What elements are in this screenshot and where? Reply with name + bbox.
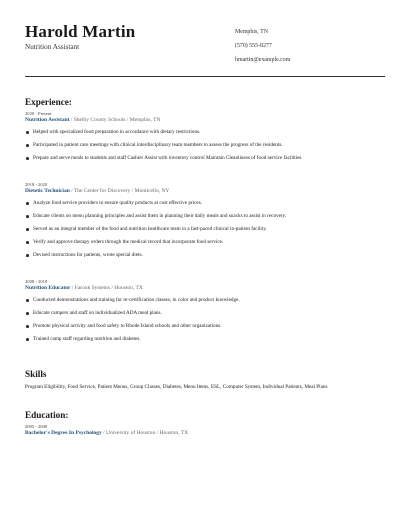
bullet-dot-icon: [26, 202, 29, 205]
skills-list: Program Eligibility, Food Service, Patient Menus, Group Classes, Diabetes, Menu Items, ESL, Computer System, Individual Patients, Meal Plans: [25, 384, 328, 390]
job-title-line: [25, 285, 385, 293]
job-role: Nutrition Assistant: [25, 117, 70, 123]
contact-email: hmartin@example.com: [235, 57, 291, 63]
bullet-dot-icon: [26, 312, 29, 315]
list-item: Prepare and serve meals to students and staff Cashier Assist with inventory control Maintain Cleanliness of food service facilities: [25, 155, 385, 168]
bullet-dot-icon: [26, 228, 29, 231]
skills-heading: Skills: [25, 369, 47, 379]
list-item: Verify and approve therapy orders through the medical record that incorporate food service.: [25, 239, 385, 252]
header-divider: [25, 76, 385, 77]
job-entry: [25, 279, 385, 349]
contact-location: Memphis, TN: [235, 29, 268, 35]
job-title-line: [25, 188, 385, 196]
list-item: Participated in patient care meetings with clinical interdisciplinary team members to assess the progress of the residents.: [25, 142, 385, 155]
job-entry: [25, 182, 385, 265]
bullet-dot-icon: [26, 157, 29, 160]
bullet-dot-icon: [26, 338, 29, 341]
job-dates: 2008 - 2018: [25, 279, 48, 284]
contact-info: [235, 28, 290, 70]
job-entry: [25, 111, 385, 168]
job-org: / Farouk Systems / Houston, TX: [70, 285, 143, 291]
job-org: / Shelby County Schools / Memphis, TN: [69, 117, 161, 123]
bullet-dot-icon: [26, 254, 29, 257]
job-title-line: [25, 117, 385, 125]
bullet-dot-icon: [26, 241, 29, 244]
list-item: Served as an integral member of the food and nutrition healthcare team in a fast-paced clinical in-patient facility.: [25, 226, 385, 239]
bullet-dot-icon: [26, 325, 29, 328]
bullet-dot-icon: [26, 299, 29, 302]
list-item: Analyze food service providers to ensure quality products at cost effective prices.: [25, 200, 385, 213]
education-dates: 2005 - 2008: [25, 424, 48, 429]
list-item: Educate campers and staff on individualized ADA meal plans.: [25, 310, 385, 323]
job-role: Dietetic Technician: [25, 188, 70, 194]
job-role: Nutrition Educator: [25, 285, 71, 291]
job-org: / The Center for Discovery / Monticello, NY: [69, 188, 170, 194]
education-title-line: [25, 430, 385, 438]
education-heading: Education:: [25, 410, 69, 420]
list-item: Educate clients on menu planning principles and assist them in planning their daily meals and snacks to assist in recovery.: [25, 213, 385, 226]
bullet-dot-icon: [26, 131, 29, 134]
candidate-title: Nutrition Assistant: [25, 43, 80, 51]
bullet-dot-icon: [26, 215, 29, 218]
contact-phone: (570) 555-8277: [235, 43, 272, 49]
experience-heading: Experience:: [25, 97, 72, 107]
list-item: Promote physical activity and food safety to Rhode Island schools and other organizations.: [25, 323, 385, 336]
job-bullets: [25, 297, 385, 349]
education-school: / University of Houston / Houston, TX: [101, 430, 189, 436]
job-dates: 2018 - 2020: [25, 182, 48, 187]
job-dates: 2020 - Present: [25, 111, 52, 116]
list-item: Trained camp staff regarding nutrition and diabetes.: [25, 336, 385, 349]
job-bullets: [25, 129, 385, 168]
list-item: Helped with specialized food preparation in accordance with dietary restrictions.: [25, 129, 385, 142]
job-bullets: [25, 200, 385, 265]
candidate-name: Harold Martin: [25, 22, 136, 41]
list-item: Devised instructions for patients, wrote special diets.: [25, 252, 385, 265]
education-degree: Bachelor's Degree In Psychology: [25, 430, 102, 436]
education-entry: [25, 424, 385, 438]
bullet-dot-icon: [26, 144, 29, 147]
list-item: Conducted demonstrations and training for re-certification classes, in color and product knowledge.: [25, 297, 385, 310]
